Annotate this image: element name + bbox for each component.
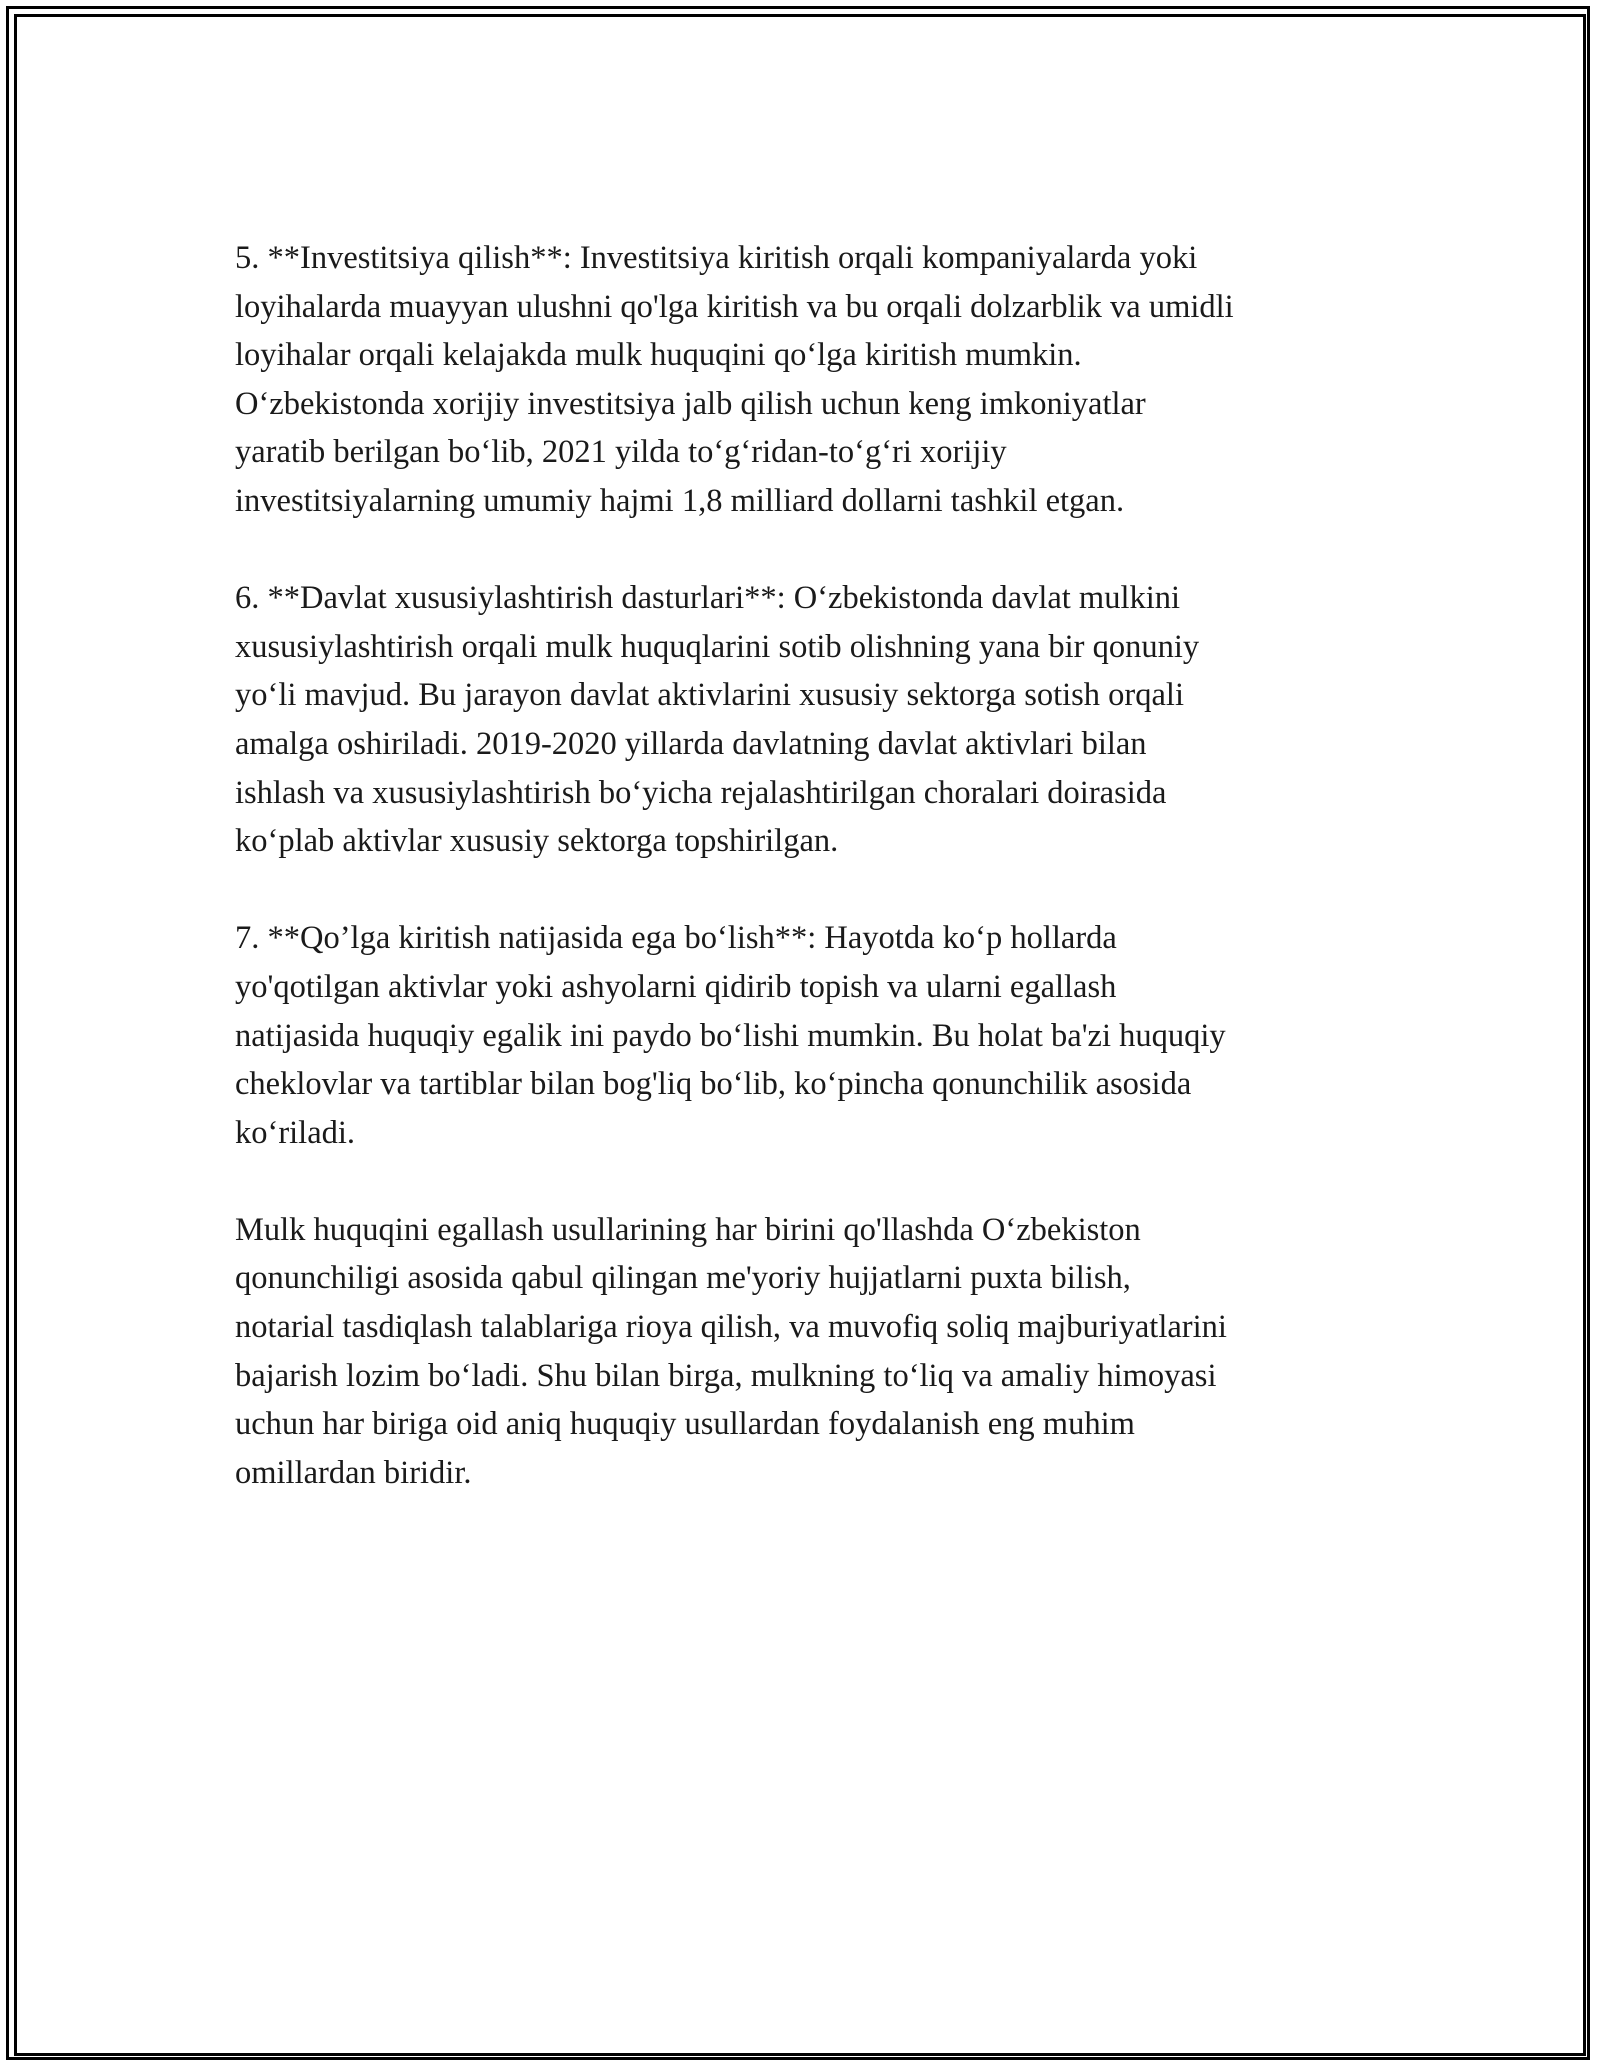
document-body [235,234,1385,1546]
paragraph-investitsiya: 5. **Investitsiya qilish**: Investitsiya kiritish orqali kompaniyalarda yoki loyihalarda muayyan ulushni qo'lga kiritish va bu orqali dolzarblik va umidli loyihalar orqali kelajakda mulk huquqini qo‘lga kiritish mumkin. O‘zbekistonda xorijiy investitsiya jalb qilish uchun keng imkoniyatlar yaratib berilgan bo‘lib, 2021 yilda to‘g‘ridan-to‘g‘ri xorijiy investitsiyalarning umumiy hajmi 1,8 milliard dollarni tashkil etgan. [235,240,1234,519]
paragraph-qolga-kiritish: 7. **Qo’lga kiritish natijasida ega bo‘lish**: Hayotda ko‘p hollarda yo'qotilgan aktivlar yoki ashyolarni qidirib topish va ularni egallash natijasida huquqiy egalik ini paydo bo‘lishi mumkin. Bu holat ba'zi huquqiy cheklovlar va tartiblar bilan bog'liq bo‘lib, ko‘pincha qonunchilik asosida ko‘riladi. [235,920,1226,1151]
paragraph-conclusion: Mulk huquqini egallash usullarining har birini qo'llashda O‘zbekiston qonunchiligi asosida qabul qilingan me'yoriy hujjatlarni puxta bilish, notarial tasdiqlash talablariga rioya qilish, va muvofiq soliq majburiyatlarini bajarish lozim bo‘ladi. Shu bilan birga, mulkning to‘liq va amaliy himoyasi uchun har biriga oid aniq huquqiy usullardan foydalanish eng muhim omillardan biridir. [235,1211,1227,1491]
paragraph-xususiylashtirish: 6. **Davlat xususiylashtirish dasturlari**: O‘zbekistonda davlat mulkini xususiylashtirish orqali mulk huquqlarini sotib olishning yana bir qonuniy yo‘li mavjud. Bu jarayon davlat aktivlarini xususiy sektorga sotish orqali amalga oshiriladi. 2019-2020 yillarda davlatning davlat aktivlari bilan ishlash va xususiylashtirish bo‘yicha rejalashtirilgan choralari doirasida ko‘plab aktivlar xususiy sektorga topshirilgan. [235,580,1200,860]
